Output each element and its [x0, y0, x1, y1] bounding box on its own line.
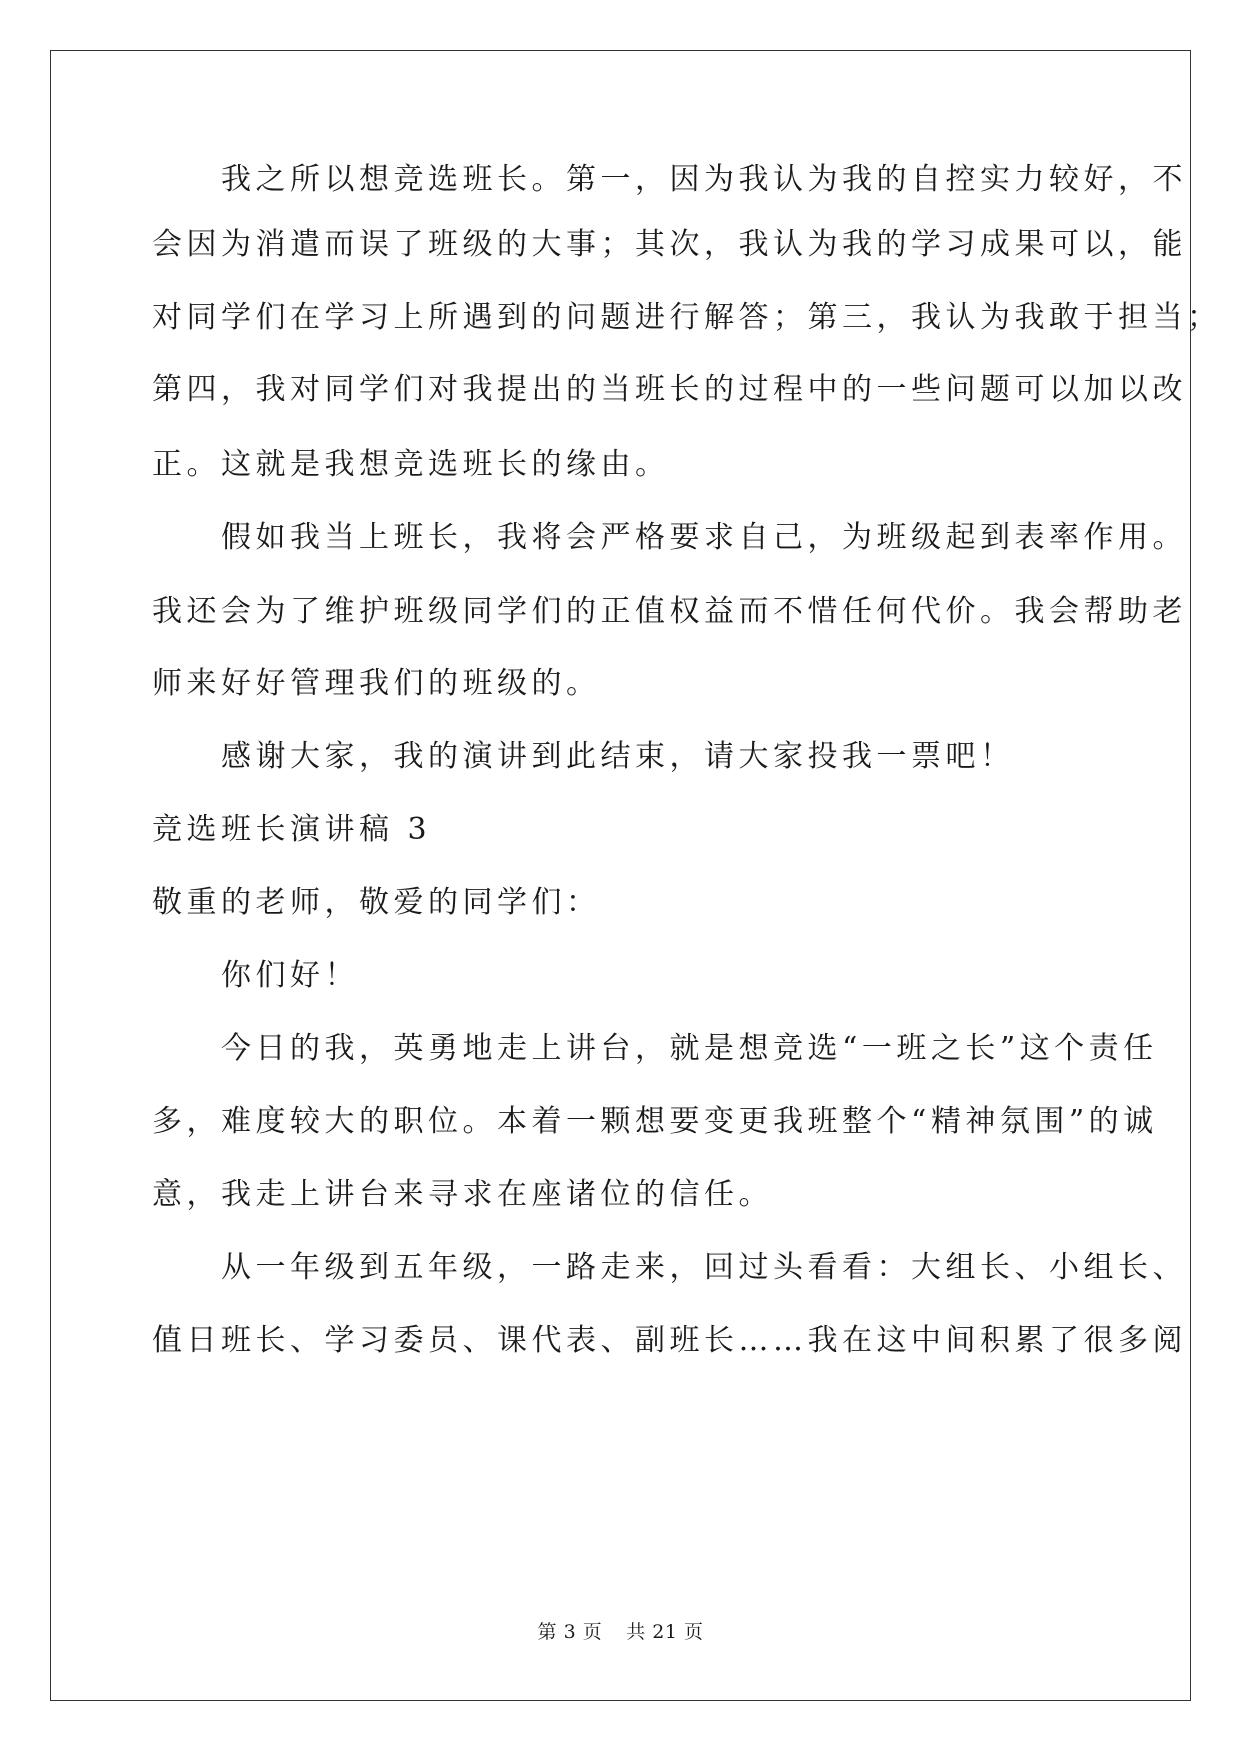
page-number: 第 3 页: [537, 1621, 603, 1643]
salutation: 敬重的老师，敬爱的同学们：: [152, 885, 601, 920]
text-line: 今日的我，英勇地走上讲台，就是想竞选“一班之长”这个责任: [152, 1031, 1158, 1066]
text-line: 值日班长、学习委员、课代表、副班长……我在这中间积累了很多阅: [152, 1323, 1187, 1358]
text-line: 你们好！: [152, 958, 359, 993]
text-line: 从一年级到五年级，一路走来，回过头看看：大组长、小组长、: [152, 1250, 1187, 1285]
text-line: 意，我走上讲台来寻求在座诸位的信任。: [152, 1177, 773, 1212]
text-line: 正。这就是我想竞选班长的缘由。: [152, 447, 670, 482]
text-line: 会因为消遣而误了班级的大事；其次，我认为我的学习成果可以，能: [152, 227, 1187, 262]
section-heading: 竞选班长演讲稿 3: [152, 812, 432, 847]
text-line: 对同学们在学习上所遇到的问题进行解答；第三，我认为我敢于担当；: [152, 300, 1222, 335]
text-line: 感谢大家，我的演讲到此结束，请大家投我一票吧！: [152, 739, 1015, 774]
text-line: 师来好好管理我们的班级的。: [152, 666, 601, 701]
text-line: 我之所以想竞选班长。第一，因为我认为我的自控实力较好，不: [152, 162, 1187, 197]
text-line: 第四，我对同学们对我提出的当班长的过程中的一些问题可以加以改: [152, 372, 1187, 407]
text-line: 多，难度较大的职位。本着一颗想要变更我班整个“精神氛围”的诚: [152, 1104, 1158, 1139]
text-line: 假如我当上班长，我将会严格要求自己，为班级起到表率作用。: [152, 520, 1187, 555]
page-total: 共 21 页: [626, 1621, 704, 1643]
text-line: 我还会为了维护班级同学们的正值权益而不惜任何代价。我会帮助老: [152, 594, 1187, 629]
page-footer: [0, 1617, 1241, 1644]
